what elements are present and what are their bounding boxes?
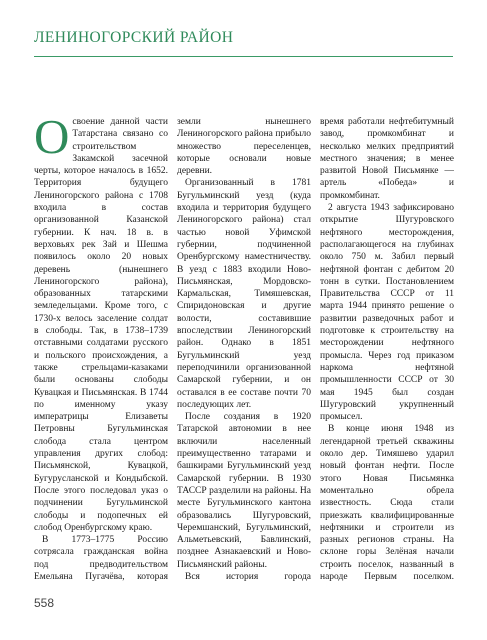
text-column-1 (34, 116, 168, 581)
paragraph: 2 августа 1943 зафиксировано открытие Шугуровского нефтяного месторождения, располагающегося на глубинах около 750 м. Забил первый нефтяной фонтан с дебитом 20 тонн в сутки. Постановлением Правительства СССР от 11 марта 1944 принято решение о развитии разведочных работ и подготовке к строительству на месторождении нефтяного промысла. Через год приказом наркома нефтяной промышленности СССР от 30 мая 1945 был создан Шугуровский укрупненный промысел. (320, 203, 454, 423)
page-number: 558 (34, 596, 55, 610)
paragraph: Организованный в 1781 Бугульминский уезд (куда входила и территория будущего Лениногорского района) стал частью новой Уфимской губернии, подчиненной Оренбургскому наместничеству. В уезд с 1883 входили Ново-Письмянская, Мордовско-Кармальская, Тимяшевская, Спиридоновская и другие волости, составившие впоследствии Лениногорский район. Однако в 1851 Бугульминский уезд переподчинили организованной Самарской губернии, и он оставался в ее составе почти 70 последующих лет. (177, 178, 311, 410)
text-column-3 (320, 116, 454, 581)
paragraph: После создания в 1920 Татарской автономии в нее включили населенный преимущественно татарами и башкирами Бугульминский уезд Самарской губернии. В 1930 ТАССР разделили на районы. На месте Бугульминского кантона образовались Шугуровский, Черемшанский, Бугульминский, Альметьевский, Бавлинский, позднее Азнакаевский и Ново-Письмянский районы. (177, 412, 311, 570)
drop-cap: О (34, 116, 70, 164)
paragraph: В конце июня 1948 из легендарной третьей скважины около дер. Тимяшево ударил новый фонтан нефти. После этого Новая Письмянка моментально обрела известность. Сюда стали приезжать квалифицированные нефтяники и строители из разных регионов страны. На склоне горы Зелёная начали строить поселок, названный в народе Первым поселком. (320, 424, 454, 581)
paragraph: Вся история города (185, 571, 311, 581)
text-column-2 (177, 116, 311, 581)
paragraph: время работали нефтебитумный завод, промкомбинат и несколько мелких предприятий местного значения; в менее развитой Новой Письмянке — артель «Победа» и промкомбинат. (320, 117, 454, 201)
paragraph: В 1773–1775 Россию сотрясала гражданская война под предводительством Емельяна Пугачёва, которая (34, 535, 168, 581)
article-body (34, 116, 454, 581)
section-title: ЛЕНИНОГОРСКИЙ РАЙОН (34, 29, 234, 46)
header-divider (34, 56, 453, 57)
paragraph (34, 116, 168, 534)
paragraph-text: своение данной части Татарстана связано со строительством Закамской засечной черты, которое началось в 1652. Территория будущего Лениногорского района с 1708 входила в состав организованной Казанской губернии. К нач. 18 в. в верховьях рек Зай и Шешма появилось около 20 новых деревень (нынешнего Лениногорского района), образованных татарскими земледельцами. Кроме того, с 1730-х велось заселение солдат в слободы. Так, в 1738–1739 отставными солдатами русского и польского происхождения, а также стрельцами-казаками были основаны слободы Кувацкая и Письмянская. В 1744 по именному указу императрицы Елизаветы Петровны Бугульминская слобода стала центром управления других слобод: Письмянской, Кувацкой, Бугурусланской и Кондыбской. После этого последовал указ о подчинении Бугульминской слободы и подопечных ей слобод Оренбургскому краю. (34, 117, 168, 533)
paragraph: земли нынешнего Лениногорского района прибыло множество переселенцев, которые основали новые деревни. (177, 117, 311, 177)
